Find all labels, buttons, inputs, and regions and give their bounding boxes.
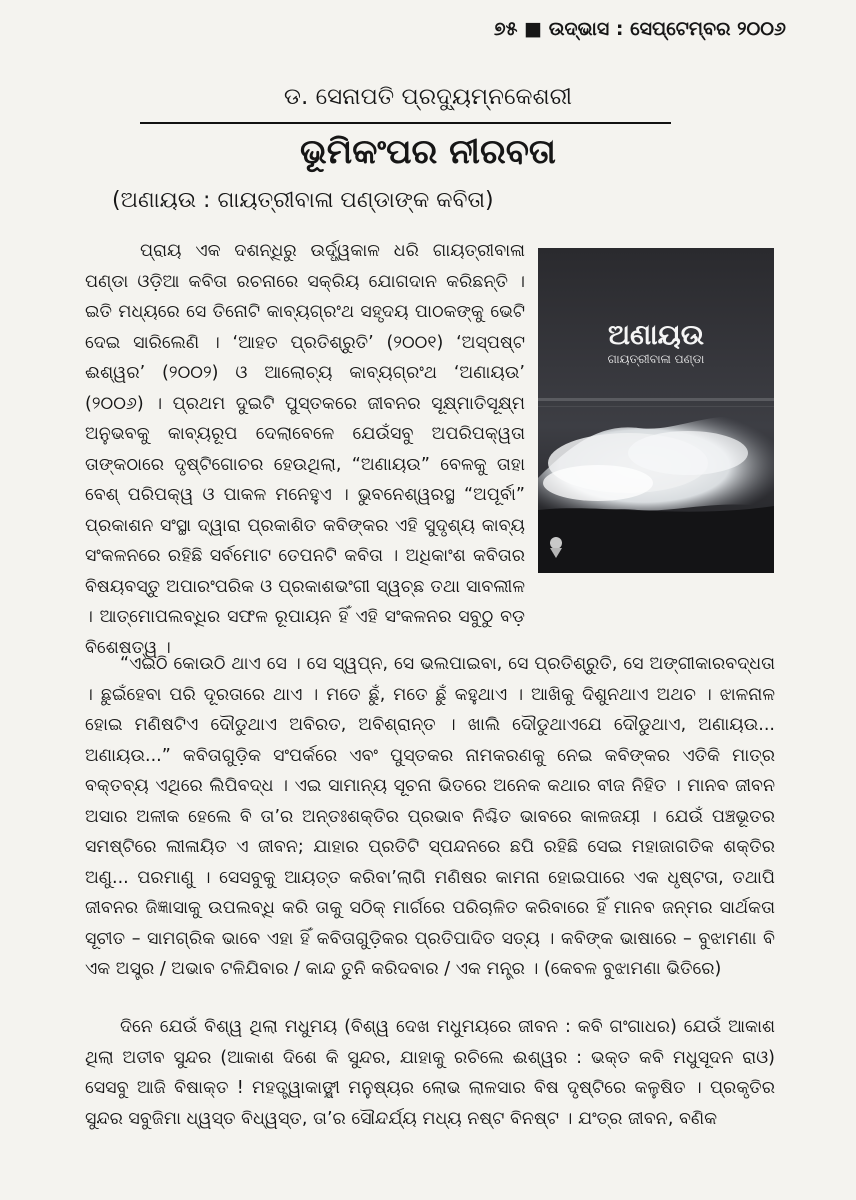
title-rule: [140, 122, 671, 124]
cover-artwork: [538, 248, 774, 573]
article-title: ଭୂମିକଂପର ନୀରବତା: [300, 132, 556, 172]
cover-author: ଗାୟତ୍ରୀବାଳା ପଣ୍ଡା: [607, 352, 705, 366]
paragraph-continued: ଦିନେ ଯେଉଁ ବିଶ୍ୱ ଥିଲା ମଧୁମୟ (ବିଶ୍ୱ ଦେଖ ମଧୁମୟରେ ଜୀବନ : କବି ଗଂଗାଧର) ଯେଉଁ ଆକାଶ ଥିଲା ଅତୀବ ସୁନ୍ଦର (ଆକାଶ ଦିଶେ କି ସୁନ୍ଦର, ଯାହାକୁ ରଚିଲେ ଈଶ୍ୱର : ଭକ୍ତ କବି ମଧୁସୂଦନ ରାଓ) ସେସବୁ ଆଜି ବିଷାକ୍ତ ! ମହତ୍ତ୍ୱାକାଙ୍କ୍ଷୀ ମନୁଷ୍ୟର ଲୋଭ ଲାଳସାର ବିଷ ଦୃଷ୍ଟିରେ କଳୁଷିତ । ପ୍ରକୃତିର ସୁନ୍ଦର ସବୁଜିମା ଧ୍ୱସ୍ତ ବିଧ୍ୱସ୍ତ, ତା’ର ସୌନ୍ଦର୍ଯ୍ୟ ମଧ୍ୟ ନଷ୍ଟ ବିନଷ୍ଟ । ଯଂତ୍ର ଜୀବନ, ବଣିକ: [85, 1017, 775, 1129]
book-cover-image: [538, 248, 774, 573]
paragraph-quote: “ଏଇଠି କୋଉଠି ଥାଏ ସେ । ସେ ସ୍ୱପ୍ନ, ସେ ଭଲପାଇବା, ସେ ପ୍ରତିଶ୍ରୁତି, ସେ ଅଙ୍ଗୀକାରବଦ୍ଧତା । ଛୁଇଁହେବା ପରି ଦୂରତାରେ ଥାଏ । ମତେ ଛୁଁ, ମତେ ଛୁଁ କହୁଥାଏ । ଆଖିକୁ ଦିଶୁନଥାଏ ଅଥଚ । ଝାଳନାଳ ହୋଇ ମଣିଷଟିଏ ଦୌଡୁଥାଏ ଅବିରତ, ଅବିଶ୍ରାନ୍ତ । ଖାଲି ଦୌଡୁଥାଏଯେ ଦୌଡୁଥାଏ, ଅଣାୟଉ... ଅଣାୟଉ...” କବିତାଗୁଡ଼ିକ ସଂପର୍କରେ ଏବଂ ପୁସ୍ତକର ନାମକରଣକୁ ନେଇ କବିଙ୍କର ଏତିକି ମାତ୍ର ବକ୍ତବ୍ୟ ଏଥିରେ ଲିପିବଦ୍ଧ । ଏଇ ସାମାନ୍ୟ ସୂଚନା ଭିତରେ ଅନେକ କଥାର ବୀଜ ନିହିତ । ମାନବ ଜୀବନ ଅସାର ଅଳୀକ ହେଲେ ବି ତା’ର ଅନ୍ତଃଶକ୍ତିର ପ୍ରଭାବ ନିଶ୍ଚିତ ଭାବରେ କାଳଜୟୀ । ଯେଉଁ ପଞ୍ଚଭୂତର ସମଷ୍ଟିରେ ଲୀଳାୟିତ ଏ ଜୀବନ; ଯାହାର ପ୍ରତିଟି ସ୍ପନ୍ଦନରେ ଛପି ରହିଛି ସେଇ ମହାଜାଗତିକ ଶକ୍ତିର ଅଣୁ... ପରମାଣୁ । ସେସବୁକୁ ଆୟତ୍ତ କରିବା’ଲାଗି ମଣିଷର କାମନା ହୋଇପାରେ ଏକ ଧୃଷ୍ଟତା, ତଥାପି ଜୀବନର ଜିଜ୍ଞାସାକୁ ଉପଲବ୍ଧି କରି ତାକୁ ସଠିକ୍ ମାର୍ଗରେ ପରିଚାଳିତ କରିବାରେ ହିଁ ମାନବ ଜନ୍ମର ସାର୍ଥକତା ସୂଚୀତ – ସାମଗ୍ରିକ ଭାବେ ଏହା ହିଁ କବିତାଗୁଡ଼ିକର ପ୍ରତିପାଦିତ ସତ୍ୟ । କବିଙ୍କ ଭାଷାରେ – ବୁଝାମଣା ବି ଏକ ଅସ୍ତ୍ର / ଅଭାବ ଟଳିଯିବାର / କାନ୍ଦ ତୁନି କରିଦବାର / ଏକ ମନ୍ତ୍ର । (କେବଳ ବୁଝାମଣା ଭିତିରେ): [85, 654, 775, 979]
article-author: ଡ. ସେନାପତି ପ୍ରଦ୍ୟୁମ୍ନକେଶରୀ: [283, 84, 573, 110]
paragraph-intro: ପ୍ରାୟ ଏକ ଦଶନ୍ଧିରୁ ଉର୍ଦ୍ଧ୍ୱକାଳ ଧରି ଗାୟତ୍ରୀବାଳା ପଣ୍ଡା ଓଡ଼ିଆ କବିତା ରଚନାରେ ସକ୍ରିୟ ଯୋଗଦାନ କରିଛନ୍ତି । ଇତି ମଧ୍ୟରେ ସେ ତିନୋଟି କାବ୍ୟଗ୍ରଂଥ ସହୃଦୟ ପାଠକଙ୍କୁ ଭେଟି ଦେଇ ସାରିଲେଣି । ‘ଆହତ ପ୍ରତିଶ୍ରୁତି’ (୨୦୦୧) ‘ଅସ୍ପଷ୍ଟ ଈଶ୍ୱର’ (୨୦୦୨) ଓ ଆଲୋଚ୍ୟ କାବ୍ୟଗ୍ରଂଥ ‘ଅଣାୟଉ’ (୨୦୦୬) । ପ୍ରଥମ ଦୁଇଟି ପୁସ୍ତକରେ ଜୀବନର ସୂକ୍ଷ୍ମାତିସୂକ୍ଷ୍ମ ଅନୁଭବକୁ କାବ୍ୟରୂପ ଦେଲାବେଳେ ଯେଉଁସବୁ ଅପରିପକ୍ୱତା ତାଙ୍କଠାରେ ଦୃଷ୍ଟିଗୋଚର ହେଉଥିଲା, “ଅଣାୟଉ” ବେଳକୁ ତାହା ବେଶ୍ ପରିପକ୍ୱ ଓ ପାକଳ ମନେହୁଏ । ଭୁବନେଶ୍ୱରସ୍ଥ “ଅପୂର୍ବା” ପ୍ରକାଶନ ସଂସ୍ଥା ଦ୍ୱାରା ପ୍ରକାଶିତ କବିଙ୍କର ଏହି ସୁଦୃଶ୍ୟ କାବ୍ୟ ସଂକଳନରେ ରହିଛି ସର୍ବମୋଟ ତେପନଟି କବିତା । ଅଧିକାଂଶ କବିତାର ବିଷୟବସ୍ତୁ ଅପାରଂପରିକ ଓ ପ୍ରକାଶଭଂଗୀ ସ୍ୱଚ୍ଛ ତଥା ସାବଲୀଳ । ଆତ୍ମୋପଲବ୍ଧିର ସଫଳ ରୂପାୟନ ହିଁ ଏହି ସଂକଳନର ସବୁଠୁ ବଡ଼ ବିଶେଷତ୍ୱ ।: [85, 241, 525, 658]
article-subtitle: (ଅଣାୟଉ : ଗାୟତ୍ରୀବାଳା ପଣ୍ଡାଙ୍କ କବିତା): [112, 188, 494, 213]
cover-title: ଅଣାୟଉ: [607, 318, 705, 351]
running-head: ୭୫ ■ ଉଦ୍‌ଭାସ : ସେପ୍ଟେମ୍ବର ୨୦୦୬: [494, 18, 786, 40]
